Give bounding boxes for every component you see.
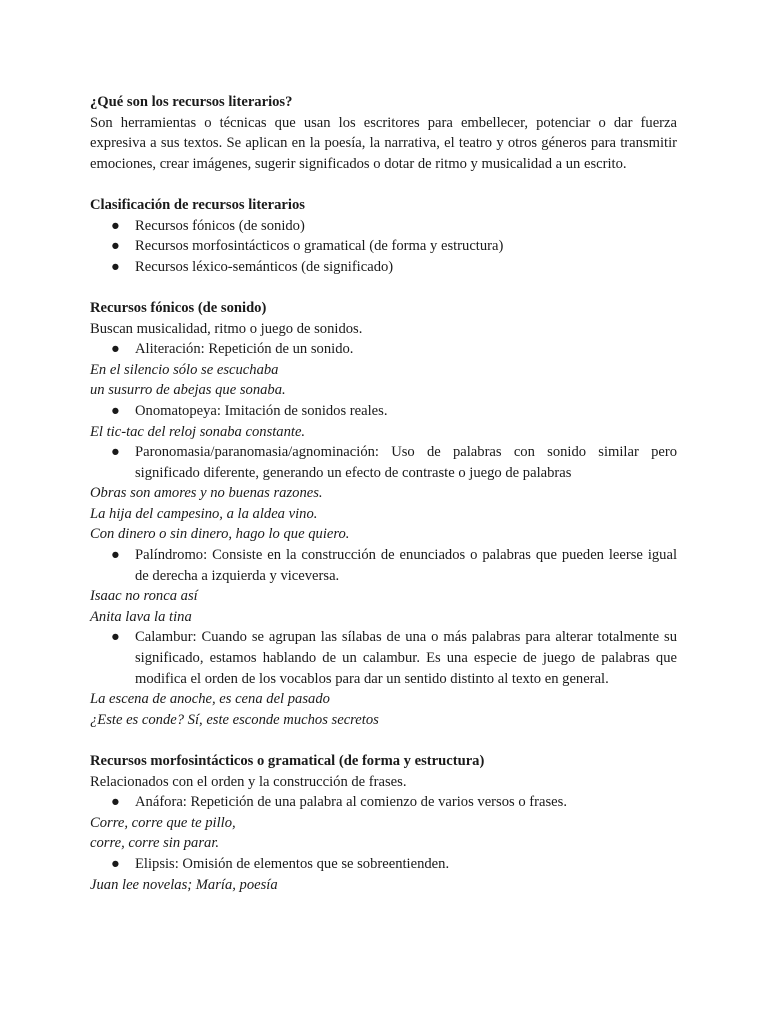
bullet-icon: ●: [111, 402, 120, 419]
heading-clasificacion: Clasificación de recursos literarios: [90, 196, 305, 213]
list-item: ● Recursos fónicos (de sonido): [90, 216, 677, 237]
bullet-icon: ●: [111, 341, 120, 358]
example-line: Corre, corre que te pillo,: [90, 814, 236, 831]
bullet-icon: ●: [111, 794, 120, 811]
device-list: [90, 442, 677, 483]
device-list: [90, 792, 677, 813]
device-palindromo: ● Palíndromo: Consiste en la construcción de enunciados o palabras que pueden leerse igual de derecha a izquierda y viceversa.: [111, 547, 677, 584]
heading-que-son: ¿Qué son los recursos literarios?: [90, 94, 293, 110]
spacer: [90, 277, 677, 298]
example-line: Juan lee novelas; María, poesía: [90, 876, 278, 893]
section-intro: Relacionados con el orden y la construcción de frases.: [90, 773, 407, 790]
list-item: ● Recursos léxico-semánticos (de significado): [90, 257, 677, 278]
example-line: En el silencio sólo se escuchaba: [90, 361, 279, 378]
bullet-icon: ●: [111, 855, 120, 872]
device-aliteracion: ● Aliteración: Repetición de un sonido.: [90, 339, 677, 360]
device-elipsis: ● Elipsis: Omisión de elementos que se sobreentienden.: [90, 854, 677, 875]
device-calambur: ● Calambur: Cuando se agrupan las sílabas de una o más palabras para alterar totalmente su significado, estamos hablando de un calambur. Es una especie de juego de palabras que modifica el orden de los vocablos para dar un sentido distinto al texto en general.: [111, 629, 677, 687]
example-line: Obras son amores y no buenas razones.: [90, 485, 323, 502]
heading-fonicos: Recursos fónicos (de sonido): [90, 299, 267, 316]
example-line: ¿Este es conde? Sí, este esconde muchos secretos: [90, 711, 379, 728]
list-item: ● Recursos morfosintácticos o gramatical (de forma y estructura): [90, 236, 677, 257]
device-list: [90, 627, 677, 689]
device-list: [90, 339, 677, 360]
bullet-icon: ●: [111, 547, 120, 564]
document-body: [90, 92, 677, 895]
bullet-icon: ●: [111, 217, 120, 234]
example-line: El tic-tac del reloj sonaba constante.: [90, 423, 306, 440]
example-line: Isaac no ronca así: [90, 588, 198, 605]
heading-morfosintacticos: Recursos morfosintácticos o gramatical (de forma y estructura): [90, 753, 485, 769]
example-line: Anita lava la tina: [90, 608, 192, 625]
classification-list: [90, 216, 677, 278]
device-paronomasia: ● Paronomasia/paranomasia/agnominación: Uso de palabras con sonido similar pero significado diferente, generando un efecto de contraste o juego de palabras: [111, 444, 677, 481]
example-line: La escena de anoche, es cena del pasado: [90, 691, 330, 708]
example-line: La hija del campesino, a la aldea vino.: [90, 505, 318, 522]
definition-paragraph: Son herramientas o técnicas que usan los escritores para embellecer, potenciar o dar fuerza expresiva a sus textos. Se aplican en la poesía, la narrativa, el teatro y otros géneros para transmitir emociones, crear imágenes, sugerir significados o dotar de ritmo y musicalidad a un escrito.: [90, 114, 677, 172]
example-line: corre, corre sin parar.: [90, 835, 220, 852]
device-anafora: ● Anáfora: Repetición de una palabra al comienzo de varios versos o frases.: [90, 792, 677, 813]
device-onomatopeya: ● Onomatopeya: Imitación de sonidos reales.: [90, 401, 677, 422]
bullet-icon: ●: [111, 444, 120, 461]
device-list: [90, 545, 677, 586]
example-line: un susurro de abejas que sonaba.: [90, 382, 286, 399]
section-intro: Buscan musicalidad, ritmo o juego de sonidos.: [90, 320, 363, 337]
spacer: [90, 730, 677, 751]
bullet-icon: ●: [111, 258, 120, 275]
device-list: [90, 401, 677, 422]
bullet-icon: ●: [111, 629, 120, 646]
example-line: Con dinero o sin dinero, hago lo que quiero.: [90, 526, 350, 543]
spacer: [90, 174, 677, 195]
bullet-icon: ●: [111, 238, 120, 255]
device-list: [90, 854, 677, 875]
